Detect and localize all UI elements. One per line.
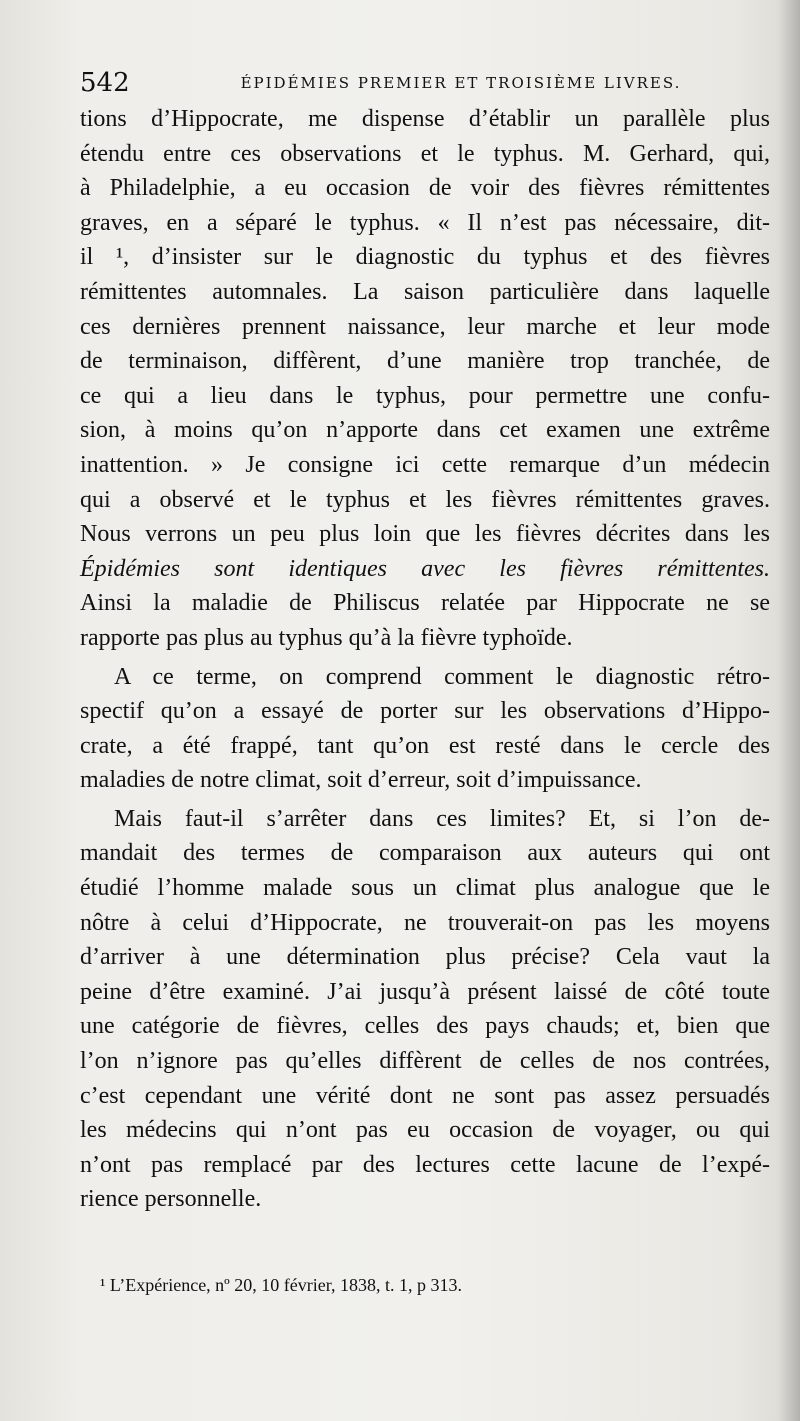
text-line: Épidémies sont identiques avec les fièvres rémittentes. (80, 555, 770, 582)
text-line: peine d’être examiné. J’ai jusqu’à présent laissé de côté toute (80, 978, 770, 1005)
page-header (80, 68, 770, 104)
text-line: nôtre à celui d’Hippocrate, ne trouverait-on pas les moyens (80, 909, 770, 936)
paragraph (80, 102, 770, 656)
page-number: 542 (80, 68, 130, 98)
text-line: mandait des termes de comparaison aux auteurs qui ont (80, 840, 770, 867)
page-gutter-shadow (778, 0, 800, 1421)
text-line: l’on n’ignore pas qu’elles diffèrent de celles de nos contrées, (80, 1048, 770, 1075)
text-line: rience personnelle. (80, 1186, 262, 1213)
text-line: d’arriver à une détermination plus précise? Cela vaut la (80, 944, 770, 971)
text-line: à Philadelphie, a eu occasion de voir des fièvres rémittentes (80, 175, 770, 202)
text-line: n’ont pas remplacé par des lectures cette lacune de l’expé- (80, 1151, 770, 1178)
text-line: les médecins qui n’ont pas eu occasion de voyager, ou qui (80, 1117, 770, 1144)
text-line: rémittentes automnales. La saison particulière dans laquelle (80, 278, 770, 305)
paragraph (80, 660, 770, 798)
running-head: ÉPIDÉMIES PREMIER ET TROISIÈME LIVRES. (240, 74, 682, 92)
text-line: une catégorie de fièvres, celles des pays chauds; et, bien que (80, 1013, 770, 1040)
text-line: ces dernières prennent naissance, leur marche et leur mode (80, 313, 770, 340)
text-line: tions d’Hippocrate, me dispense d’établir un parallèle plus (80, 106, 770, 132)
text-line: sion, à moins qu’on n’apporte dans cet examen une extrême (80, 417, 770, 444)
text-line: Mais faut-il s’arrêter dans ces limites? Et, si l’on de- (114, 805, 770, 832)
text-line: A ce terme, on comprend comment le diagnostic rétro- (114, 663, 770, 690)
footnote: ¹ L’Expérience, nº 20, 10 février, 1838, t. 1, p 313. (100, 1275, 463, 1295)
text-line: il ¹, d’insister sur le diagnostic du typhus et des fièvres (80, 244, 770, 271)
text-line: Nous verrons un peu plus loin que les fièvres décrites dans les (80, 521, 770, 548)
text-line: c’est cependant une vérité dont ne sont pas assez persuadés (80, 1082, 770, 1109)
text-line: Ainsi la maladie de Philiscus relatée par Hippocrate ne se (80, 590, 770, 617)
text-line: maladies de notre climat, soit d’erreur, soit d’impuissance. (80, 767, 642, 794)
text-line: rapporte pas plus au typhus qu’à la fièvre typhoïde. (80, 624, 573, 651)
text-line: inattention. » Je consigne ici cette remarque d’un médecin (80, 451, 770, 478)
text-line: étudié l’homme malade sous un climat plus analogue que le (80, 875, 770, 902)
text-line: spectif qu’on a essayé de porter sur les observations d’Hippo- (80, 698, 770, 725)
body-text (80, 102, 770, 1217)
text-line: étendu entre ces observations et le typhus. M. Gerhard, qui, (80, 140, 770, 167)
text-line: ce qui a lieu dans le typhus, pour permettre une confu- (80, 382, 770, 409)
text-line: crate, a été frappé, tant qu’on est resté dans le cercle des (80, 732, 770, 759)
paragraph (80, 802, 770, 1217)
text-line: graves, en a séparé le typhus. « Il n’est pas nécessaire, dit- (80, 209, 770, 236)
text-line: qui a observé et le typhus et les fièvres rémittentes graves. (80, 486, 770, 513)
text-line: de terminaison, diffèrent, d’une manière trop tranchée, de (80, 348, 770, 375)
